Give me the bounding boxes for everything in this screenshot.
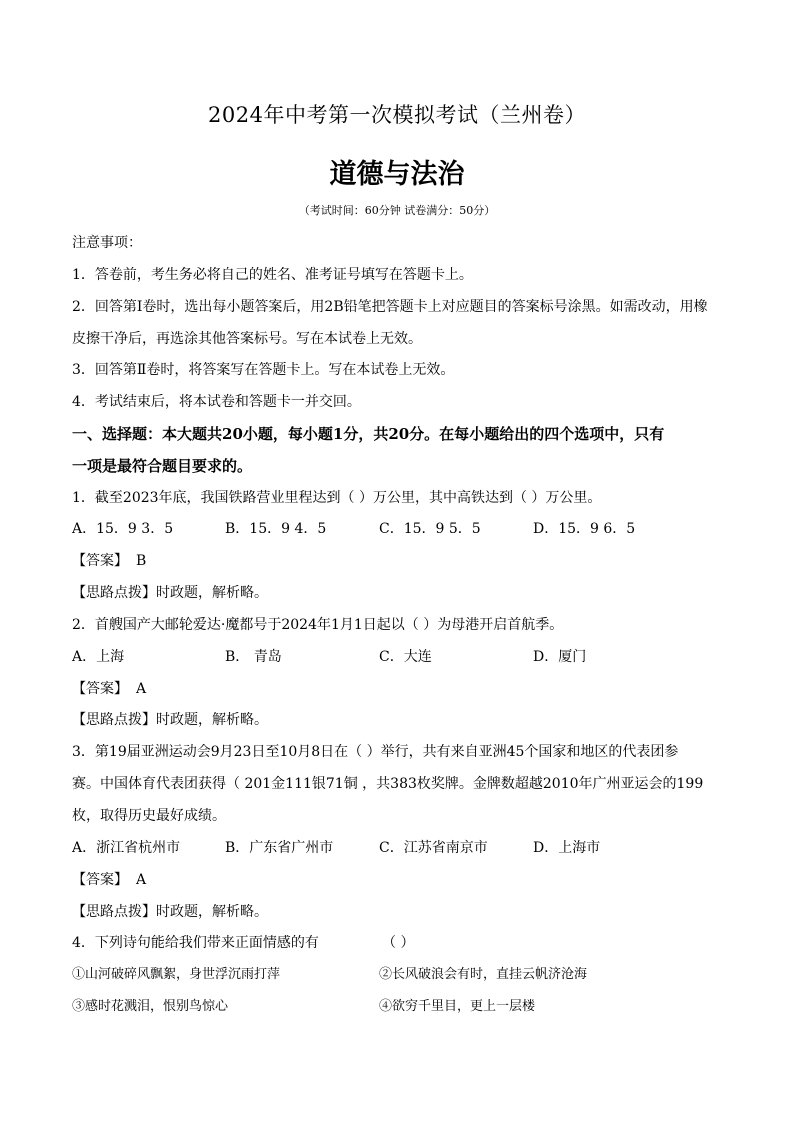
section-heading-1: 一、选择题：本大题共20小题，每小题1分，共20分。在每小题给出的四个选项中，只有 [72,425,665,443]
q3-option-a: A．浙江省杭州市 [72,840,181,856]
hint-text: 时政题，解析略。 [156,904,268,920]
notes-heading: 注意事项： [72,235,142,251]
q4-item-2: ②长风破浪会有时，直挂云帆济沧海 [379,967,588,982]
answer-tag: 【答案】 [72,872,128,888]
q4-stem-text: 4．下列诗句能给我们带来正面情感的有 [72,935,319,951]
q1-option-c: C．15．9 5．5 [379,521,481,537]
q2-option-d: D．厦门 [533,649,587,665]
q3-option-d: D．上海市 [533,840,601,856]
exam-title: 2024年中考第一次模拟考试（兰州卷） [208,103,586,127]
q3-option-c: C．江苏省南京市 [379,840,488,856]
note-2b: 皮擦干净后，再选涂其他答案标号。写在本试卷上无效。 [72,331,422,347]
q2-option-c: C．大连 [379,649,432,665]
question-2-answer [72,679,732,699]
exam-info: （考试时间：60分钟 试卷满分：50分） [298,204,496,217]
question-2-hint [72,710,732,730]
question-3-stem-a: 3．第19届亚洲运动会9月23日至10月8日在（ ）举行，共有来自亚洲45个国家和地区的代表团参 [72,744,679,760]
question-1-answer [72,551,732,571]
q3-option-b: B．广东省广州市 [225,840,334,856]
answer-value: B [136,553,147,569]
question-3-answer [72,870,732,890]
question-1-stem: 1．截至2023年底，我国铁路营业里程达到（ ）万公里，其中高铁达到（ ）万公里。 [72,490,602,506]
note-1: 1．答卷前，考生务必将自己的姓名、准考证号填写在答题卡上。 [72,267,473,283]
note-3: 3．回答第Ⅱ卷时，将答案写在答题卡上。写在本试卷上无效。 [72,362,455,378]
hint-tag: 【思路点拨】 [72,585,156,601]
q4-blank: （ ） [382,935,415,951]
q4-item-1: ①山河破碎风飘絮，身世浮沉雨打萍 [72,967,281,982]
question-2-stem: 2．首艘国产大邮轮爱达·魔都号于2024年1月1日起以（ ）为母港开启首航季。 [72,617,564,633]
q1-option-a: A．15．9 3．5 [72,521,174,537]
q2-option-a: A．上海 [72,649,125,665]
question-1-hint [72,583,732,603]
answer-tag: 【答案】 [72,681,128,697]
question-3-hint [72,902,732,922]
answer-value: A [136,872,147,888]
question-3-stem-b: 赛。中国体育代表团获得（ 201金111银71铜 ，共383枚奖牌。金牌数超越2010年广州亚运会的199 [72,776,704,792]
hint-text: 时政题，解析略。 [156,585,268,601]
q4-item-4: ④欲穷千里目，更上一层楼 [379,999,536,1014]
q1-option-d: D．15．9 6．5 [533,521,636,537]
q4-item-3: ③感时花溅泪，恨别鸟惊心 [72,999,229,1014]
answer-value: A [136,681,147,697]
question-3-stem-c: 枚，取得历史最好成绩。 [72,808,226,824]
note-2a: 2．回答第Ⅰ卷时，选出每小题答案后，用2B铅笔把答题卡上对应题目的答案标号涂黑。如需改动，用橡 [72,299,708,315]
section-heading-2: 一项是最符合题目要求的。 [72,457,253,475]
hint-tag: 【思路点拨】 [72,904,156,920]
hint-text: 时政题，解析略。 [156,712,268,728]
q2-option-b: B． 青岛 [225,649,282,665]
q1-option-b: B．15．9 4．5 [225,521,327,537]
question-4-stem [72,933,732,953]
note-4: 4．考试结束后，将本试卷和答题卡一并交回。 [72,394,361,410]
hint-tag: 【思路点拨】 [72,712,156,728]
answer-tag: 【答案】 [72,553,128,569]
subject-title: 道德与法治 [329,159,465,190]
